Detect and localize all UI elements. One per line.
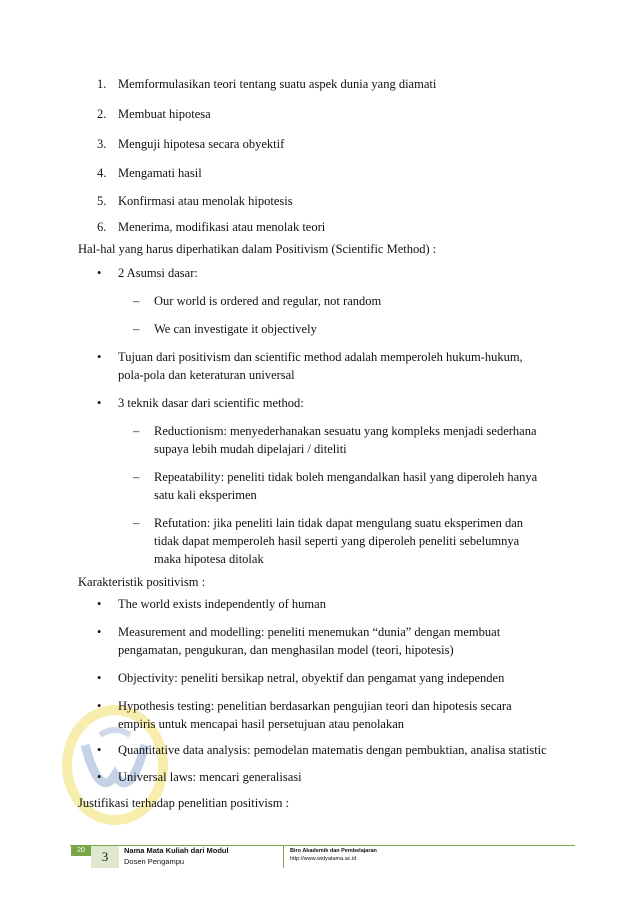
bullet-symbol: • — [97, 597, 102, 611]
bullet-symbol: • — [97, 396, 102, 410]
list-item: Menguji hipotesa secara obyektif — [118, 137, 285, 151]
page-tab: 20 — [71, 846, 91, 856]
section-heading: Hal-hal yang harus diperhatikan dalam Positivism (Scientific Method) : — [78, 242, 437, 256]
bullet-item: Objectivity: peneliti bersikap netral, obyektif dan pengamat yang independen — [118, 671, 505, 685]
list-item: Mengamati hasil — [118, 166, 202, 180]
bullet-item: 2 Asumsi dasar: — [118, 266, 198, 280]
org-name: Biro Akademik dan Pembelajaran — [290, 848, 377, 854]
bullet-item: 3 teknik dasar dari scientific method: — [118, 396, 304, 410]
list-number: 4. — [97, 166, 107, 180]
list-number: 5. — [97, 194, 107, 208]
bullet-symbol: • — [97, 743, 102, 757]
bullet-item: The world exists independently of human — [118, 597, 326, 611]
sub-item-cont: supaya lebih mudah dipelajari / diteliti — [154, 442, 347, 456]
bullet-item: Quantitative data analysis: pemodelan matematis dengan pembuktian, analisa statistic — [118, 743, 547, 757]
bullet-item-cont: empiris untuk mencapai hasil persetujuan atau penolakan — [118, 717, 405, 731]
sub-item: We can investigate it objectively — [154, 322, 317, 336]
dash-symbol: – — [133, 516, 140, 530]
course-name: Nama Mata Kuliah dari Modul — [124, 846, 229, 855]
list-number: 2. — [97, 107, 107, 121]
list-item: Membuat hipotesa — [118, 107, 211, 121]
bullet-item: Tujuan dari positivism dan scientific method adalah memperoleh hukum-hukum, — [118, 350, 523, 364]
bullet-item-cont: pengamatan, pengukuran, dan menghasilan model (teori, hipotesis) — [118, 643, 454, 657]
section-heading: Justifikasi terhadap penelitian positivism : — [78, 796, 290, 810]
list-number: 3. — [97, 137, 107, 151]
bullet-item: Measurement and modelling: peneliti menemukan “dunia” dengan membuat — [118, 625, 501, 639]
sub-item: Repeatability: peneliti tidak boleh mengandalkan hasil yang diperoleh hanya — [154, 470, 538, 484]
list-number: 1. — [97, 77, 107, 91]
footer-separator — [283, 846, 284, 868]
sub-item: Our world is ordered and regular, not random — [154, 294, 382, 308]
bullet-symbol: • — [97, 266, 102, 280]
bullet-symbol: • — [97, 770, 102, 784]
list-item: Memformulasikan teori tentang suatu aspek dunia yang diamati — [118, 77, 437, 91]
footer-course-info — [124, 846, 229, 867]
page-number: 3 — [91, 846, 119, 868]
list-item: Konfirmasi atau menolak hipotesis — [118, 194, 293, 208]
list-number: 6. — [97, 220, 107, 234]
section-heading: Karakteristik positivism : — [78, 575, 206, 589]
bullet-item-cont: pola-pola dan keteraturan universal — [118, 368, 295, 382]
lecturer-name: Dosen Pengampu — [124, 857, 185, 866]
org-url: http://www.widyatama.ac.id — [290, 856, 357, 862]
bullet-symbol: • — [97, 625, 102, 639]
sub-item: Reductionism: menyederhanakan sesuatu yang kompleks menjadi sederhana — [154, 424, 537, 438]
dash-symbol: – — [133, 294, 140, 308]
sub-item-cont: satu kali eksperimen — [154, 488, 257, 502]
bullet-symbol: • — [97, 699, 102, 713]
bullet-symbol: • — [97, 350, 102, 364]
dash-symbol: – — [133, 424, 140, 438]
dash-symbol: – — [133, 322, 140, 336]
bullet-symbol: • — [97, 671, 102, 685]
footer-org-info — [290, 847, 377, 863]
bullet-item: Universal laws: mencari generalisasi — [118, 770, 302, 784]
dash-symbol: – — [133, 470, 140, 484]
sub-item-cont: maka hipotesa ditolak — [154, 552, 264, 566]
sub-item-cont: tidak dapat memperoleh hasil seperti yang diperoleh peneliti sebelumnya — [154, 534, 520, 548]
list-item: Menerima, modifikasi atau menolak teori — [118, 220, 326, 234]
sub-item: Refutation: jika peneliti lain tidak dapat mengulang suatu eksperimen dan — [154, 516, 523, 530]
bullet-item: Hypothesis testing: penelitian berdasarkan pengujian teori dan hipotesis secara — [118, 699, 512, 713]
